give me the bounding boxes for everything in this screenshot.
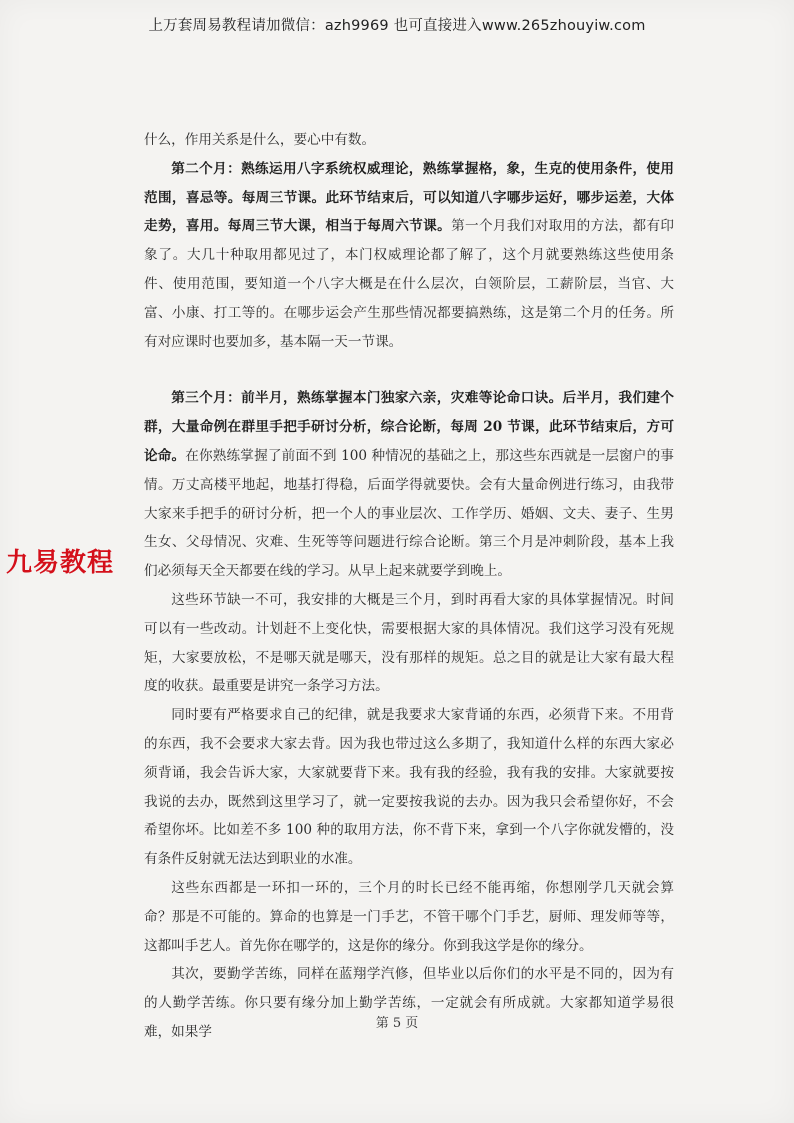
paragraph-discipline: 同时要有严格要求自己的纪律，就是我要求大家背诵的东西，必须背下来。不用背的东西，我不会要求大家去背。因为我也带过这么多期了，我知道什么样的东西大家必须背诵，我会告诉大家，大家就要背下来。我有我的经验，我有我的安排。大家就要按我说的去办，既然到这里学习了，就一定要按我说的去办。因为我只会希望你好，不会希望你坏。比如差不多 100 种的取用方法，你不背下来，拿到一个八字你就发懵的，没有条件反射就无法达到职业的水准。 [144, 707, 674, 868]
month-three-body: 在你熟练掌握了前面不到 100 种情况的基础之上，那这些东西就是一层窗户的事情。万丈高楼平地起，地基打得稳，后面学得就要快。会有大量命例进行练习，由我带大家来手把手的研讨分析，把一个人的事业层次、工作学历、婚姻、文夫、妻子、生男生女、父母情况、灾难、生死等等问题进行综合论断。第三个月是冲刺阶段，基本上我们必须每天全天都要在线的学习。从早上起来就要学到晚上。 [144, 447, 675, 580]
month-two-heading: 第二个月：熟练运用八字系统权威理论，熟练掌握格，象，生克的使用条件，使用范围，喜忌等。每周三节课。此环节结束后，可以知道八字哪步运好，哪步运差，大体走势，喜用。每周三节大课，相当于每周六节课。 [144, 160, 674, 235]
paragraph-month-three [144, 384, 674, 586]
paragraph-schedule: 这些环节缺一不可，我安排的大概是三个月，到时再看大家的具体掌握情况。时间可以有一些改动。计划赶不上变化快，需要根据大家的具体情况。我们这学习没有死规矩，大家要放松，不是哪天就是哪天，没有那样的规矩。总之目的就是让大家有最大程度的收获。最重要是讲究一条学习方法。 [144, 591, 674, 695]
paragraph-month-two [144, 155, 674, 357]
watermark-logo: 九易教程 [6, 548, 115, 578]
paragraph-practice: 其次，要勤学苦练，同样在蓝翔学汽修，但毕业以后你们的水平是不同的，因为有的人勤学苦练。你只要有缘分加上勤学苦练，一定就会有所成就。大家都知道学易很难，如果学 [144, 966, 674, 1040]
month-three-heading: 第三个月：前半月，熟练掌握本门独家六亲，灾难等论命口诀。后半月，我们建个群，大量命例在群里手把手研讨分析，综合论断，每周 20 节课，此环节结束后，方可论命。 [144, 390, 674, 464]
month-two-body: 第一个月我们对取用的方法，都有印象了。大几十种取用都见过了，本门权威理论都了解了，这个月就要熟练这些使用条件、使用范围，要知道一个八字大概是在什么层次，白领阶层，工薪阶层，当官、大富、小康、打工等的。在哪步运会产生那些情况都要搞熟练，这是第二个月的任务。所有对应课时也要加多，基本隔一天一节课。 [144, 218, 675, 350]
paragraph-gap [144, 356, 674, 384]
paragraph-intro: 什么，作用关系是什么，要心中有数。 [144, 132, 376, 148]
document-body [144, 126, 674, 1047]
paragraph-craft: 这些东西都是一环扣一环的，三个月的时长已经不能再缩，你想刚学几天就会算命？那是不可能的。算命的也算是一门手艺，不管干哪个门手艺，厨师、理发师等等，这都叫手艺人。首先你在哪学的，这是你的缘分。你到我这学是你的缘分。 [144, 879, 674, 954]
page-header: 上万套周易教程请加微信：azh9969 也可直接进入www.265zhouyiw.com [148, 18, 646, 34]
page-number: 第 5 页 [375, 1016, 419, 1031]
